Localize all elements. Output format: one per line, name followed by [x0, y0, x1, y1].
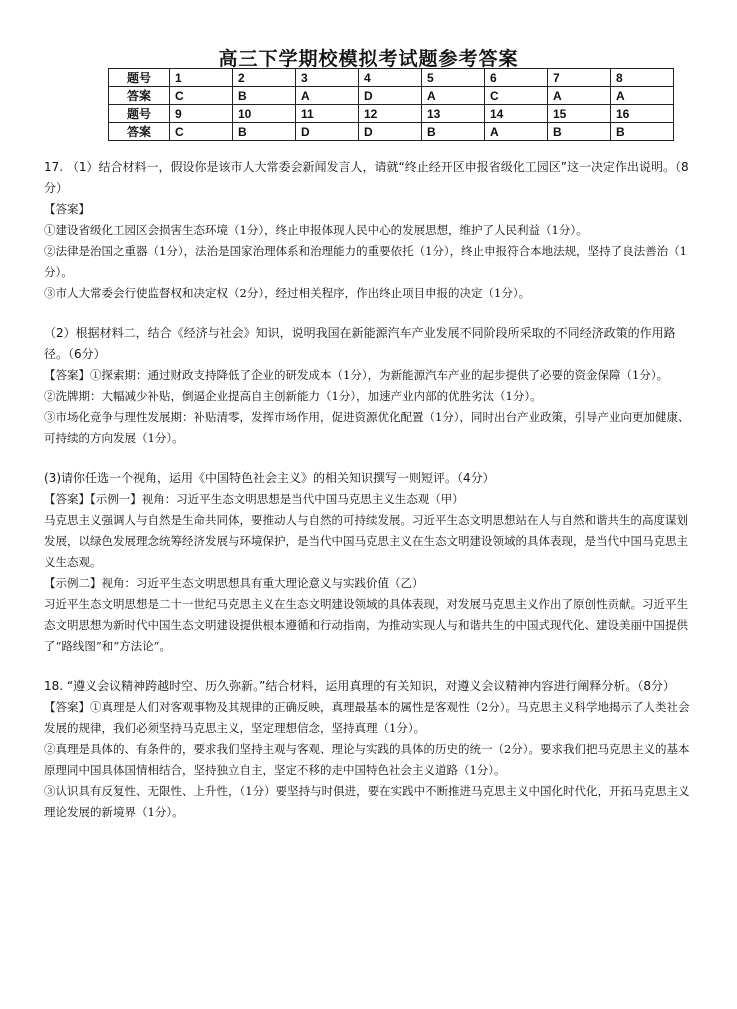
answer-table-cell: 11 — [296, 105, 359, 123]
answer-table-cell: A — [422, 87, 485, 105]
answer-17-1-point-1: ①建设省级化工园区会损害生态环境（1分），终止申报体现人民中心的发展思想，维护了人民利益（1分）。 — [44, 223, 588, 237]
answer-table-cell: 4 — [359, 69, 422, 87]
answer-label: 【答案】 — [44, 202, 90, 216]
answer-table-cell: 2 — [233, 69, 296, 87]
answer-table-cell: 6 — [485, 69, 548, 87]
question-17-2: （2）根据材料二，结合《经济与社会》知识，说明我国在新能源汽车产业发展不同阶段所采取的不同经济政策的作用路径。（6分） — [44, 326, 676, 361]
answer-table-cell: 1 — [170, 69, 233, 87]
answer-18-point-3: ③认识具有反复性、无限性、上升性，（1分）要坚持与时俱进，要在实践中不断推进马克思主义中国化时代化，开拓马克思主义理论发展的新境界（1分）。 — [44, 784, 690, 819]
answer-table-cell: C — [170, 87, 233, 105]
answer-table-cell: D — [296, 123, 359, 141]
answer-table-row — [109, 87, 674, 105]
document-title: 高三下学期校模拟考试题参考答案 — [218, 48, 519, 70]
answer-table-cell: 5 — [422, 69, 485, 87]
answer-table-cell: A — [548, 87, 611, 105]
answer-table-cell: 7 — [548, 69, 611, 87]
answer-table-cell: C — [485, 87, 548, 105]
answer-table-cell: 9 — [170, 105, 233, 123]
question-18: 18. “遵义会议精神跨越时空、历久弥新。”结合材料，运用真理的有关知识，对遵义会议精神内容进行阐释分析。（8分） — [44, 679, 675, 693]
question-17-3: (3)请你任选一个视角，运用《中国特色社会主义》的相关知识撰写一则短评。（4分） — [44, 471, 495, 485]
answer-table-cell: D — [359, 87, 422, 105]
answer-table-row-header: 答案 — [109, 123, 170, 141]
answer-17-3-example-1-text: 马克思主义强调人与自然是生命共同体，要推动人与自然的可持续发展。习近平生态文明思想站在人与自然和谐共生的高度谋划发展，以绿色发展理念统筹经济发展与环境保护，是当代中国马克思主义在生态文明建设领域的具体表现，是当代中国马克思主义生态观。 — [44, 513, 688, 569]
answer-key-table — [108, 68, 674, 141]
answer-table-cell: B — [233, 87, 296, 105]
answer-17-2-point-1: 【答案】①探索期：通过财政支持降低了企业的研发成本（1分），为新能源汽车产业的起步提供了必要的资金保障（1分）。 — [44, 368, 669, 382]
answer-17-3-example-2-text: 习近平生态文明思想是二十一世纪马克思主义在生态文明建设领域的具体表现，对发展马克思主义作出了原创性贡献。习近平生态文明思想为新时代中国生态文明建设提供根本遵循和行动指南，为推动实现人与和谐共生的中国式现代化、建设美丽中国提供了“路线图”和“方法论”。 — [44, 597, 688, 653]
answer-18-point-2: ②真理是具体的、有条件的，要求我们坚持主观与客观、理论与实践的具体的历史的统一（2分）。要求我们把马克思主义的基本原理同中国具体国情相结合，坚持独立自主，坚定不移的走中国特色社会主义道路（1分）。 — [44, 742, 690, 777]
document-body — [44, 157, 696, 823]
answer-table-cell: 10 — [233, 105, 296, 123]
answer-table-cell: 15 — [548, 105, 611, 123]
answer-17-2-point-2: ②洗牌期：大幅减少补贴，倒逼企业提高自主创新能力（1分），加速产业内部的优胜劣汰（1分）。 — [44, 389, 542, 403]
answer-table-cell: C — [170, 123, 233, 141]
answer-table-cell: 12 — [359, 105, 422, 123]
answer-table-cell: D — [359, 123, 422, 141]
answer-table-cell: 8 — [611, 69, 674, 87]
answer-table-cell: B — [611, 123, 674, 141]
answer-table-cell: A — [611, 87, 674, 105]
answer-table-row — [109, 105, 674, 123]
answer-table-cell: A — [296, 87, 359, 105]
answer-table-cell: B — [548, 123, 611, 141]
answer-17-1-point-2: ②法律是治国之重器（1分），法治是国家治理体系和治理能力的重要依托（1分），终止申报符合本地法规，坚持了良法善治（1分）。 — [44, 244, 687, 279]
answer-17-3-example-1-title: 【答案】【示例一】视角：习近平生态文明思想是当代中国马克思主义生态观（甲） — [44, 492, 464, 506]
question-17-1: 17. （1）结合材料一，假设你是该市人大常委会新闻发言人，请就“终止经开区申报省级化工园区”这一决定作出说明。（8分） — [44, 160, 689, 195]
answer-table-cell: 13 — [422, 105, 485, 123]
answer-17-3-example-2-title: 【示例二】视角：习近平生态文明思想具有重大理论意义与实践价值（乙） — [44, 576, 424, 590]
answer-table-row-header: 题号 — [109, 69, 170, 87]
answer-table-cell: 3 — [296, 69, 359, 87]
answer-table-cell: 14 — [485, 105, 548, 123]
answer-17-2-point-3: ③市场化竞争与理性发展期：补贴清零，发挥市场作用，促进资源优化配置（1分），同时出台产业政策，引导产业向更加健康、可持续的方向发展（1分）。 — [44, 410, 690, 445]
answer-table-cell: A — [485, 123, 548, 141]
answer-17-1-point-3: ③市人大常委会行使监督权和决定权（2分），经过相关程序，作出终止项目申报的决定（1分）。 — [44, 286, 531, 300]
answer-table-row — [109, 123, 674, 141]
answer-table-cell: 16 — [611, 105, 674, 123]
answer-table-cell: B — [422, 123, 485, 141]
answer-table-row — [109, 69, 674, 87]
answer-table-cell: B — [233, 123, 296, 141]
answer-table-row-header: 题号 — [109, 105, 170, 123]
answer-18-point-1: 【答案】①真理是人们对客观事物及其规律的正确反映，真理最基本的属性是客观性（2分）。马克思主义科学地揭示了人类社会发展的规律，我们必须坚持马克思主义，坚定理想信念，坚持真理（1分）。 — [44, 700, 690, 735]
answer-table-row-header: 答案 — [109, 87, 170, 105]
